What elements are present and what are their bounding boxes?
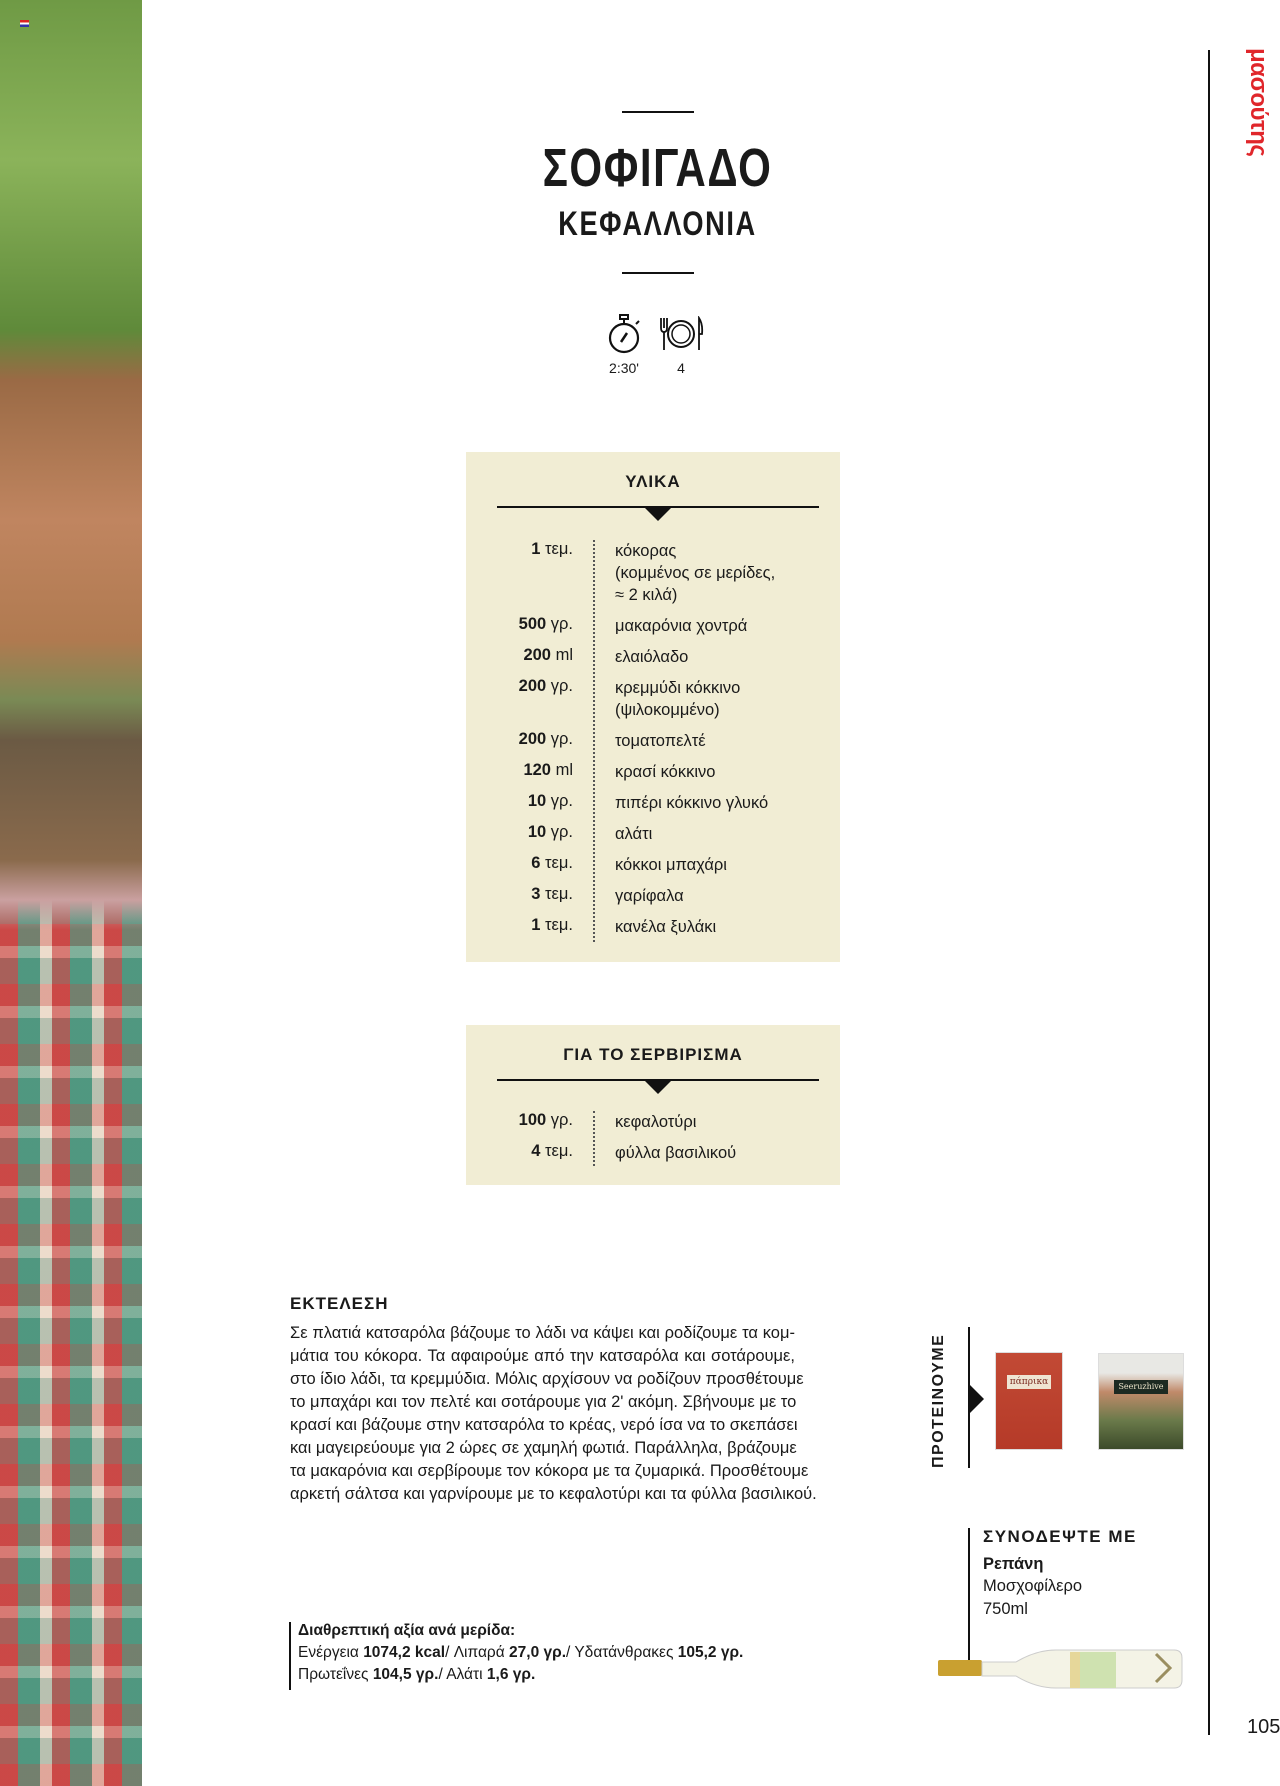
page-margin-line <box>1208 50 1210 1735</box>
nutrition-bar <box>289 1622 291 1690</box>
ingredient-quantity <box>531 885 573 904</box>
page-number: 105 <box>1247 1716 1280 1738</box>
quantity-unit: ml <box>555 761 573 779</box>
quantity-value: 1 <box>531 540 541 558</box>
paprika-product-label: πάπρικα <box>1007 1375 1051 1389</box>
ingredient-name-line: ≈ 2 κιλά) <box>615 586 678 604</box>
dotted-separator <box>593 1111 595 1166</box>
ingredient-name-line: φύλλα βασιλικού <box>615 1144 737 1162</box>
wine-volume: 750ml <box>983 1600 1028 1618</box>
ingredient-name-line: κόκκοι μπαχάρι <box>615 856 727 874</box>
stopwatch-icon <box>606 314 642 359</box>
quantity-unit: τεμ. <box>545 854 573 872</box>
prep-time: 2:30' <box>609 360 639 376</box>
zigzag-edge <box>466 1175 840 1185</box>
quantity-unit: ml <box>555 646 573 664</box>
ingredient-name <box>615 1142 825 1164</box>
servings-count: 4 <box>677 360 685 376</box>
salt-value: 1,6 γρ. <box>486 1666 536 1683</box>
fat-label: / Λιπαρά <box>445 1644 510 1661</box>
down-triangle-icon <box>644 507 672 521</box>
ingredient-name-line: τοματοπελτέ <box>615 732 706 750</box>
paprika-product-image[interactable] <box>995 1352 1063 1450</box>
carbs-value: 105,2 γρ. <box>677 1644 744 1661</box>
quantity-value: 100 <box>518 1111 547 1129</box>
execution-line: τα μακαρόνια και σερβίρουμε τον κόκορα με τα ζυμαρικά. Προσθέτουμε <box>290 1462 809 1480</box>
ingredient-quantity <box>531 916 573 935</box>
quantity-value: 200 <box>523 646 551 664</box>
ingredient-quantity <box>528 823 573 842</box>
right-triangle-icon <box>970 1385 984 1413</box>
ingredient-quantity <box>531 854 573 873</box>
ingredient-name <box>615 885 825 907</box>
ingredient-name <box>615 615 825 637</box>
ingredient-quantity <box>523 646 573 665</box>
ingredient-quantity <box>519 677 573 696</box>
ingredient-name-line: ελαιόλαδο <box>615 648 689 666</box>
flag-icon <box>20 20 29 27</box>
quantity-unit: γρ. <box>550 823 573 841</box>
quantity-unit: γρ. <box>550 792 573 810</box>
down-triangle-icon <box>644 1080 672 1094</box>
ingredient-name-line: (κομμένος σε μερίδες, <box>615 564 776 582</box>
plate-cutlery-icon <box>658 316 704 357</box>
quantity-unit: γρ. <box>550 730 573 748</box>
execution-heading: ΕΚΤΕΛΕΣΗ <box>290 1294 389 1313</box>
spice-product-image[interactable] <box>1098 1353 1184 1450</box>
carbs-label: / Υδατάνθρακες <box>566 1644 678 1661</box>
recipe-subtitle: ΚΕΦΑΛΛΟΝΙΑ <box>558 205 757 243</box>
energy-label: Ενέργεια <box>298 1644 364 1661</box>
ingredient-name <box>615 916 825 938</box>
food-photo <box>0 0 142 1786</box>
ingredient-name-line: κεφαλοτύρι <box>615 1113 697 1131</box>
ingredient-name-line: γαρίφαλα <box>615 887 684 905</box>
execution-line: και μαγειρεύουμε για 2 ώρες σε χαμηλή φωτιά. Παράλληλα, βράζουμε <box>290 1439 797 1457</box>
salt-label: / Αλάτι <box>438 1666 487 1683</box>
quantity-unit: τεμ. <box>545 540 573 558</box>
execution-line: αρκετή σάλτσα και γαρνίρουμε με το κεφαλοτύρι και τα φύλλα βασιλικού. <box>290 1485 817 1503</box>
quantity-value: 1 <box>531 916 541 934</box>
execution-line: το μπαχάρι και τον πελτέ και σοτάρουμε για 2' ακόμη. Σβήνουμε με το <box>290 1393 797 1411</box>
ingredient-name-line: κόκορας <box>615 542 677 560</box>
dotted-separator <box>593 540 595 942</box>
ingredient-name <box>615 823 825 845</box>
wine-bottle-image[interactable] <box>938 1640 1183 1703</box>
quantity-value: 200 <box>518 730 547 748</box>
nutrition-info <box>298 1620 743 1686</box>
quantity-value: 4 <box>531 1142 541 1160</box>
serving-box <box>466 1025 840 1175</box>
ingredient-quantity <box>519 730 573 749</box>
quantity-value: 200 <box>518 677 547 695</box>
ingredients-box <box>466 452 840 952</box>
quantity-value: 3 <box>531 885 541 903</box>
ingredient-name-line: κανέλα ξυλάκι <box>615 918 717 936</box>
pairing-heading: ΣΥΝΟΔΕΨΤΕ ΜΕ <box>983 1527 1137 1546</box>
protein-value: 104,5 γρ. <box>372 1666 439 1683</box>
quantity-unit: τεμ. <box>545 916 573 934</box>
title-bottom-rule <box>622 272 694 274</box>
ingredient-quantity <box>519 1111 573 1130</box>
execution-line: μάτια του κόκορα. Τα αφαιρούμε από την κατσαρόλα και σοτάρουμε, <box>290 1347 795 1365</box>
wine-name: Ρεπάνη <box>983 1555 1044 1573</box>
quantity-value: 120 <box>523 761 551 779</box>
ingredient-name-line: (ψιλοκομμένο) <box>615 701 720 719</box>
ingredient-name-line: αλάτι <box>615 825 653 843</box>
nutrition-heading: Διαθρεπτική αξία ανά μερίδα: <box>298 1622 516 1639</box>
ingredient-name <box>615 540 825 606</box>
ingredient-name <box>615 677 825 721</box>
ingredient-name <box>615 854 825 876</box>
quantity-unit: γρ. <box>550 677 573 695</box>
execution-text <box>290 1322 817 1506</box>
quantity-value: 10 <box>527 823 547 841</box>
execution-line: κρασί και βάζουμε στην κατσαρόλα το κρέας, νερό ίσα να το σκεπάσει <box>290 1416 798 1434</box>
ingredients-heading: ΥΛΙΚΑ <box>625 472 681 491</box>
serving-heading: ΓΙΑ ΤΟ ΣΕΡΒΙΡΙΣΜΑ <box>563 1045 743 1064</box>
quantity-value: 6 <box>531 854 541 872</box>
ingredient-quantity <box>528 792 573 811</box>
ingredient-quantity <box>531 1142 573 1161</box>
suggest-label: ΠΡΟΤΕΙΝΟΥΜΕ <box>930 1333 947 1468</box>
spice-product-label: Seeruzhive <box>1114 1380 1167 1394</box>
energy-value: 1074,2 kcal <box>363 1644 446 1661</box>
ingredient-quantity <box>523 761 573 780</box>
execution-line: Σε πλατιά κατσαρόλα βάζουμε το λάδι να κάψει και ροδίζουμε τα κομ- <box>290 1324 795 1342</box>
ingredient-quantity <box>531 540 573 559</box>
recipe-title: ΣΟΦΙΓΑΔΟ <box>542 138 773 198</box>
ingredient-name <box>615 730 825 752</box>
ingredient-name <box>615 646 825 668</box>
ingredient-name-line: κρασί κόκκινο <box>615 763 716 781</box>
quantity-unit: γρ. <box>550 615 573 633</box>
execution-line: στο ίδιο λάδι, τα κρεμμύδια. Μόλις αρχίσουν να ροδίζουν προσθέτουμε <box>290 1370 804 1388</box>
quantity-unit: τεμ. <box>545 885 573 903</box>
ingredient-name <box>615 761 825 783</box>
ingredient-name-line: μακαρόνια χοντρά <box>615 617 748 635</box>
protein-label: Πρωτεΐνες <box>298 1666 373 1683</box>
ingredient-name <box>615 792 825 814</box>
ingredient-name <box>615 1111 825 1133</box>
wine-variety: Μοσχοφίλερο <box>983 1577 1083 1595</box>
zigzag-edge <box>466 952 840 962</box>
ingredient-name-line: πιπέρι κόκκινο γλυκό <box>615 794 769 812</box>
brand-logo: μασούτης <box>1245 48 1272 157</box>
fat-value: 27,0 γρ. <box>509 1644 567 1661</box>
quantity-unit: τεμ. <box>545 1142 573 1160</box>
quantity-value: 500 <box>518 615 547 633</box>
ingredient-name-line: κρεμμύδι κόκκινο <box>615 679 741 697</box>
ingredient-quantity <box>519 615 573 634</box>
quantity-unit: γρ. <box>550 1111 573 1129</box>
title-top-rule <box>622 111 694 113</box>
quantity-value: 10 <box>527 792 547 810</box>
